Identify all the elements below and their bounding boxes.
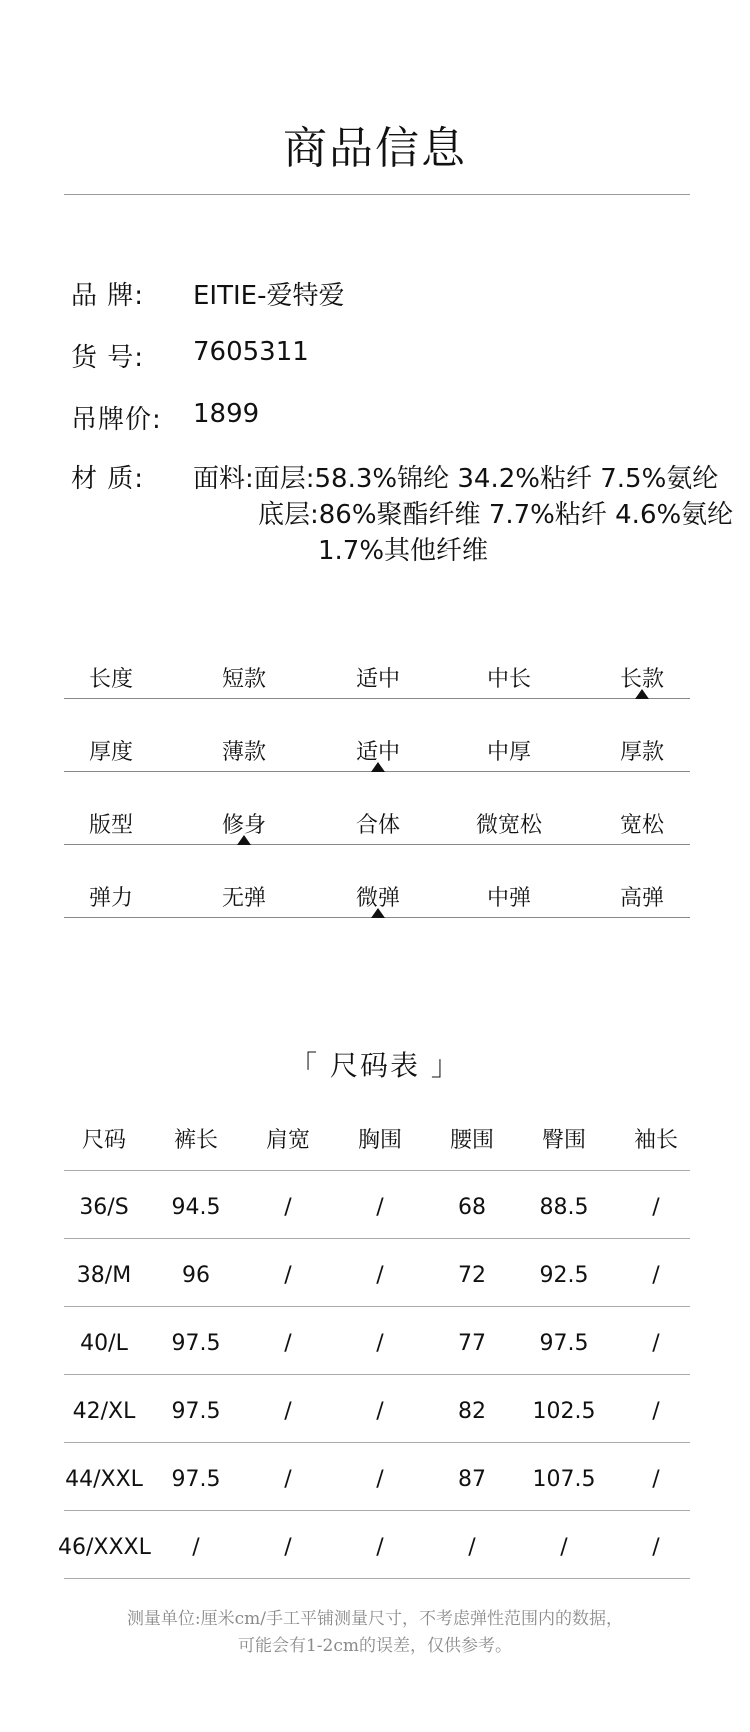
size-table-cell: 97.5 <box>171 1331 221 1356</box>
attribute-row-divider <box>64 698 690 699</box>
material-value-line-2: 底层:86%聚酯纤维 7.7%粘纤 4.6%氨纶 <box>258 500 734 530</box>
attribute-option: 薄款 <box>221 740 266 765</box>
attribute-option: 修身 <box>221 813 266 838</box>
selected-marker-icon <box>635 689 649 699</box>
selected-marker-icon <box>237 835 251 845</box>
size-table-cell: / <box>652 1263 660 1288</box>
size-table-cell: 102.5 <box>532 1399 596 1424</box>
size-table-cell: 82 <box>458 1399 486 1424</box>
tag-price-label: 吊牌价: <box>71 405 162 435</box>
size-table-cell: / <box>284 1467 292 1492</box>
size-table-cell: 107.5 <box>532 1467 596 1492</box>
size-table-cell: 42/XL <box>72 1399 136 1424</box>
size-table-cell: / <box>376 1399 384 1424</box>
attribute-name: 厚度 <box>88 740 133 765</box>
size-table-cell: / <box>284 1195 292 1220</box>
size-table-cell: / <box>284 1535 292 1560</box>
size-table-cell: 97.5 <box>539 1331 589 1356</box>
size-table-cell: 97.5 <box>171 1467 221 1492</box>
size-table-header-cell: 袖长 <box>633 1128 678 1153</box>
size-table-row <box>64 1239 690 1307</box>
attribute-option: 短款 <box>221 667 266 692</box>
size-table-cell: / <box>652 1467 660 1492</box>
attribute-option: 中厚 <box>486 740 531 765</box>
attribute-option: 适中 <box>355 740 400 765</box>
size-table-header-cell: 胸围 <box>357 1128 402 1153</box>
attribute-option: 中长 <box>486 667 531 692</box>
measurement-note-line-2: 可能会有1-2cm的误差，仅供参考。 <box>237 1636 513 1656</box>
attribute-option: 适中 <box>355 667 400 692</box>
brand-label: 品 牌: <box>71 281 145 311</box>
size-table-cell: / <box>376 1195 384 1220</box>
size-table-cell: 40/L <box>80 1331 128 1356</box>
brand-value: EITIE-爱特爱 <box>193 281 345 311</box>
size-table-cell: / <box>652 1331 660 1356</box>
size-table-cell: 88.5 <box>539 1195 589 1220</box>
size-table-cell: 44/XXL <box>65 1467 143 1492</box>
selected-marker-icon <box>371 762 385 772</box>
attribute-name: 长度 <box>88 667 133 692</box>
attribute-option: 高弹 <box>619 886 664 911</box>
size-table-row <box>58 1511 690 1579</box>
size-table-header-cell: 尺码 <box>81 1128 126 1153</box>
size-table-cell: 92.5 <box>539 1263 589 1288</box>
size-table-cell: 46/XXXL <box>58 1535 151 1560</box>
size-table-cell: 94.5 <box>171 1195 221 1220</box>
item-number-label: 货 号: <box>71 343 145 373</box>
size-table-header-cell: 腰围 <box>449 1128 494 1153</box>
attribute-row <box>64 881 690 953</box>
material-value: 面料:面层:58.3%锦纶 34.2%粘纤 7.5%氨纶 <box>193 464 719 494</box>
size-table-cell: 77 <box>458 1331 486 1356</box>
measurement-note-line-1: 测量单位:厘米cm/手工平铺测量尺寸，不考虑弹性范围内的数据， <box>126 1609 624 1629</box>
size-chart-title: 「 尺码表 」 <box>289 1049 461 1082</box>
size-table-cell: / <box>560 1535 568 1560</box>
attribute-option: 无弹 <box>221 886 266 911</box>
selected-marker-icon <box>371 908 385 918</box>
attribute-option: 微宽松 <box>475 813 542 838</box>
size-table-cell: 38/M <box>76 1263 132 1288</box>
size-table-row <box>64 1307 690 1375</box>
size-table-cell: 36/S <box>79 1195 129 1220</box>
attribute-option: 厚款 <box>619 740 664 765</box>
size-table-row <box>64 1443 690 1511</box>
size-table-cell: / <box>284 1399 292 1424</box>
attribute-row <box>64 735 690 807</box>
size-table-row <box>64 1375 690 1443</box>
size-table-cell: 72 <box>458 1263 486 1288</box>
size-table-cell: / <box>652 1399 660 1424</box>
size-table-header <box>64 1128 690 1171</box>
attribute-name: 版型 <box>88 813 133 838</box>
attribute-option: 微弹 <box>355 886 400 911</box>
attribute-row <box>64 808 690 880</box>
size-table-cell: 97.5 <box>171 1399 221 1424</box>
size-table-cell: 87 <box>458 1467 486 1492</box>
size-table-cell: / <box>376 1535 384 1560</box>
size-table <box>58 1128 690 1579</box>
title-divider <box>64 194 690 195</box>
size-table-row <box>64 1171 690 1239</box>
attribute-option: 合体 <box>355 813 400 838</box>
size-table-cell: / <box>284 1263 292 1288</box>
attribute-name: 弹力 <box>88 886 133 911</box>
material-value-line-3: 1.7%其他纤维 <box>318 536 489 566</box>
attribute-option: 长款 <box>619 667 664 692</box>
material-label: 材 质: <box>71 464 145 494</box>
tag-price-value: 1899 <box>193 399 260 429</box>
size-table-cell: / <box>192 1535 200 1560</box>
attribute-option: 宽松 <box>619 813 664 838</box>
attribute-option: 中弹 <box>486 886 531 911</box>
attribute-row-divider <box>64 844 690 845</box>
size-table-header-cell: 裤长 <box>173 1128 218 1153</box>
size-table-cell: / <box>376 1263 384 1288</box>
size-table-header-cell: 臀围 <box>541 1128 586 1153</box>
size-table-cell: / <box>652 1195 660 1220</box>
item-number-value: 7605311 <box>193 337 309 367</box>
page-title: 商品信息 <box>283 123 467 174</box>
size-table-cell: / <box>376 1331 384 1356</box>
attribute-row <box>64 662 690 734</box>
size-table-cell: / <box>652 1535 660 1560</box>
size-table-cell: / <box>284 1331 292 1356</box>
size-table-cell: / <box>376 1467 384 1492</box>
size-table-cell: / <box>468 1535 476 1560</box>
size-table-header-cell: 肩宽 <box>265 1128 310 1153</box>
size-table-cell: 96 <box>182 1263 210 1288</box>
size-table-cell: 68 <box>458 1195 486 1220</box>
